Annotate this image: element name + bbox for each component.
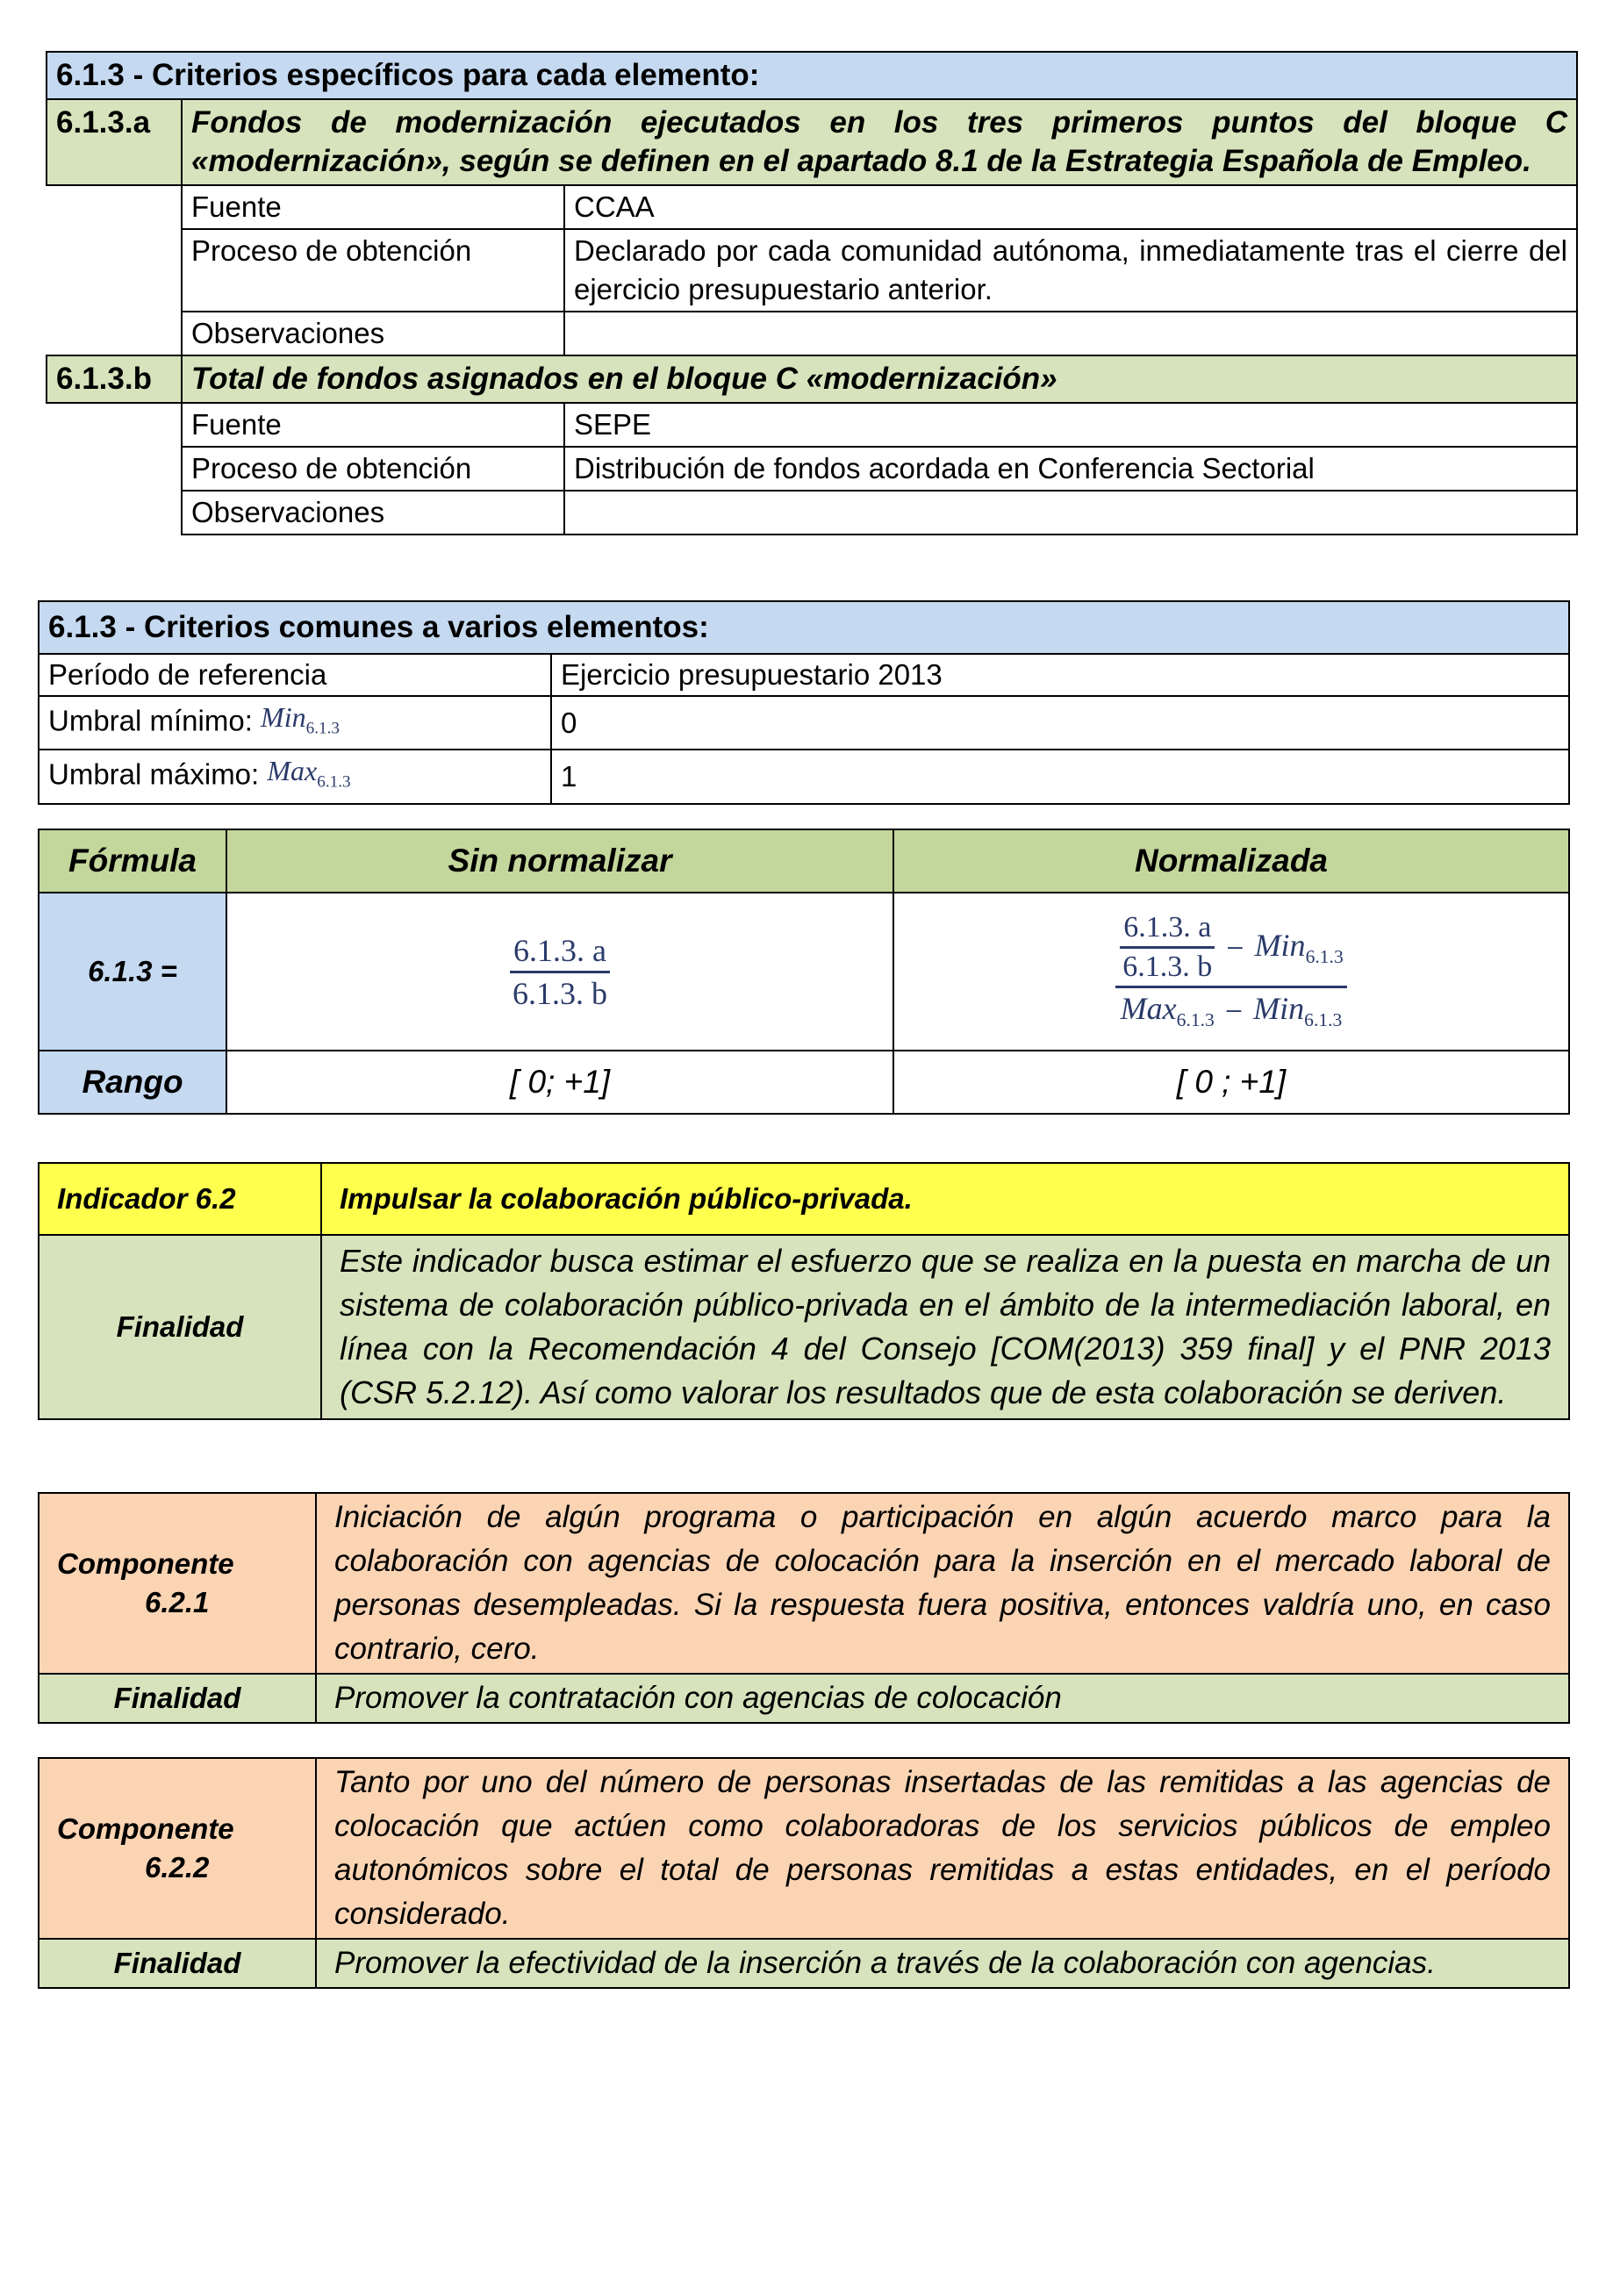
row-label-observaciones: Observaciones: [182, 491, 564, 535]
component-finalidad-label: Finalidad: [39, 1939, 316, 1988]
component-table-622: [38, 1757, 1570, 1989]
specific-criteria-table: [46, 51, 1578, 535]
component-number: 6.2.2: [145, 1851, 210, 1883]
indicator-table: [38, 1162, 1570, 1420]
max-symbol: Max$_{6.1.3}$: [267, 755, 351, 792]
min-threshold-value: 0: [551, 696, 1569, 750]
row-value-observaciones: [564, 491, 1577, 535]
component-number: 6.2.1: [145, 1586, 210, 1618]
normalized-fraction: $\frac{6.1.3. a}{6.1.3. b}$ − Min$_{6.1.3}$ Max$_{6.1.3}$ − Min$_{6.1.3}$: [1115, 911, 1347, 1031]
range-label: Rango: [39, 1051, 226, 1114]
component-text: Tanto por uno del número de personas insertadas de las remitidas a las agencias de colocación que actúen como colaboradoras de los servicios públicos de empleo autonómicos sobre el total de personas remitidas a estas entidades, en el período considerado.: [316, 1758, 1569, 1939]
item-title-a: Fondos de modernización ejecutados en los tres primeros puntos del bloque C «modernización», según se definen en el apartado 8.1 de la Estrategia Española de Empleo.: [182, 99, 1577, 185]
row-value-proceso: Declarado por cada comunidad autónoma, inmediatamente tras el cierre del ejercicio presupuestario anterior.: [564, 229, 1577, 312]
item-title-b: Total de fondos asignados en el bloque C «modernización»: [182, 355, 1577, 403]
row-label-fuente: Fuente: [182, 185, 564, 229]
period-label: Período de referencia: [39, 654, 551, 696]
normalized-formula: [893, 893, 1569, 1051]
raw-header: Sin normalizar: [226, 829, 893, 893]
component-finalidad-label: Finalidad: [39, 1674, 316, 1723]
row-label-proceso: Proceso de obtención: [182, 447, 564, 491]
component-finalidad-text: Promover la efectividad de la inserción a través de la colaboración con agencias.: [316, 1939, 1569, 1988]
normalized-header: Normalizada: [893, 829, 1569, 893]
component-finalidad-text: Promover la contratación con agencias de colocación: [316, 1674, 1569, 1723]
row-value-fuente: SEPE: [564, 403, 1577, 447]
raw-formula: [226, 893, 893, 1051]
min-symbol: Min$_{6.1.3}$: [261, 701, 340, 738]
indicator-label: Indicador 6.2: [39, 1163, 321, 1235]
item-code-b: 6.1.3.b: [47, 355, 182, 403]
row-value-fuente: CCAA: [564, 185, 1577, 229]
indicator-finalidad-text: Este indicador busca estimar el esfuerzo que se realiza en la puesta en marcha de un sistema de colaboración público-privada en el ámbito de la intermediación laboral, en línea con la Recomendación 4 del Consejo [COM(2013) 359 final] y el PNR 2013 (CSR 5.2.12). Así como valorar los resultados que de esta colaboración se deriven.: [321, 1235, 1569, 1419]
formula-table: [38, 829, 1570, 1115]
common-criteria-table: [38, 600, 1570, 805]
component-table-621: [38, 1492, 1570, 1724]
min-threshold-label: Umbral mínimo: Min$_{6.1.3}$: [39, 696, 551, 750]
formula-label: 6.1.3 =: [39, 893, 226, 1051]
component-label: Componente 6.2.1: [39, 1493, 316, 1674]
row-value-observaciones: [564, 312, 1577, 355]
row-value-proceso: Distribución de fondos acordada en Conferencia Sectorial: [564, 447, 1577, 491]
common-criteria-header: 6.1.3 - Criterios comunes a varios elementos:: [39, 601, 1569, 654]
max-threshold-label: Umbral máximo: Max$_{6.1.3}$: [39, 750, 551, 803]
period-value: Ejercicio presupuestario 2013: [551, 654, 1569, 696]
range-normalized: [ 0 ; +1]: [893, 1051, 1569, 1114]
specific-criteria-header: 6.1.3 - Criterios específicos para cada elemento:: [47, 52, 1577, 99]
formula-header: Fórmula: [39, 829, 226, 893]
item-code-a: 6.1.3.a: [47, 99, 182, 185]
max-threshold-value: 1: [551, 750, 1569, 803]
range-raw: [ 0; +1]: [226, 1051, 893, 1114]
row-label-observaciones: Observaciones: [182, 312, 564, 355]
row-label-proceso: Proceso de obtención: [182, 229, 564, 312]
indicator-title: Impulsar la colaboración público-privada.: [321, 1163, 1569, 1235]
raw-fraction: $\frac{6.1.3. a}{6.1.3. b}$: [509, 932, 611, 1012]
indicator-finalidad-label: Finalidad: [39, 1235, 321, 1419]
row-label-fuente: Fuente: [182, 403, 564, 447]
component-text: Iniciación de algún programa o participación en algún acuerdo marco para la colaboración con agencias de colocación para la inserción en el mercado laboral de personas desempleadas. Si la respuesta fuera positiva, entonces valdría uno, en caso contrario, cero.: [316, 1493, 1569, 1674]
component-label: Componente 6.2.2: [39, 1758, 316, 1939]
